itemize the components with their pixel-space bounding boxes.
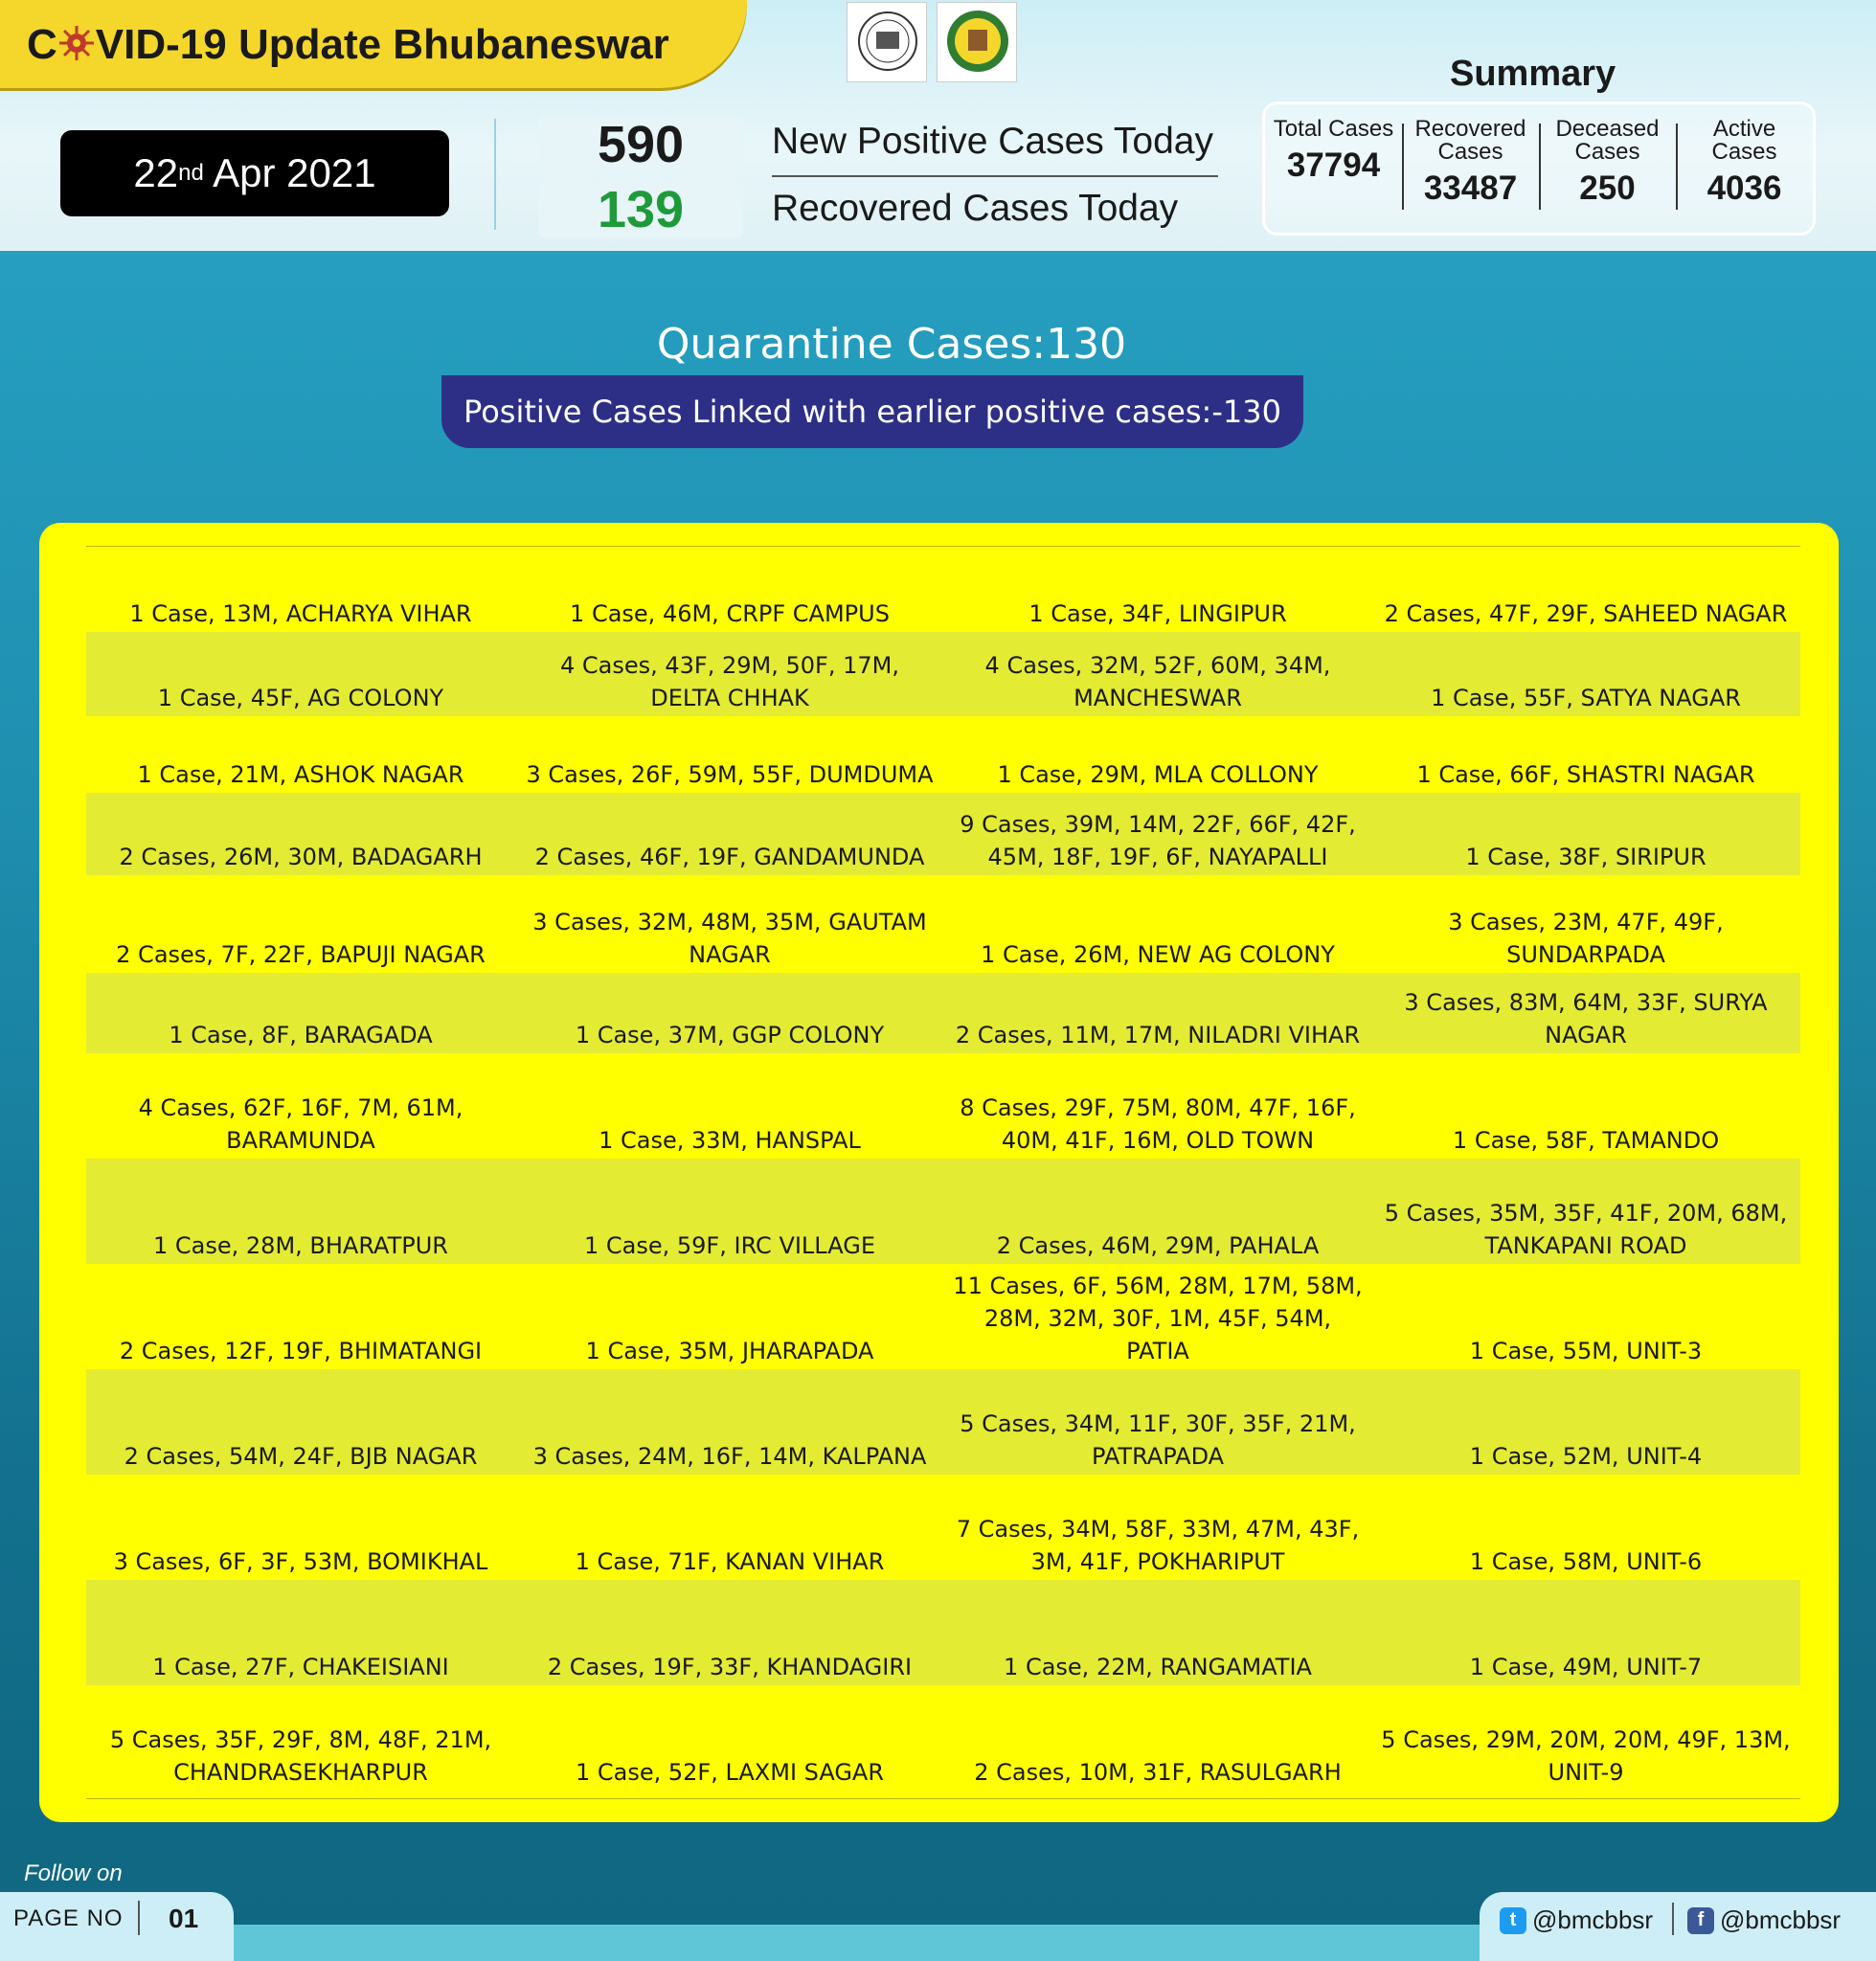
summary-label: Deceased Cases	[1555, 116, 1660, 165]
summary-label: Active Cases	[1711, 116, 1777, 165]
table-cell: 1 Case, 49M, UNIT-7	[1371, 1580, 1800, 1685]
table-cell: 1 Case, 71F, KANAN VIHAR	[575, 1548, 885, 1575]
table-cell: 1 Case, 38F, SIRIPUR	[1371, 793, 1800, 875]
table-cell: 3 Cases, 26F, 59M, 55F, DUMDUMA	[526, 761, 934, 788]
page-title	[27, 21, 669, 69]
table-cell: 1 Case, 58F, TAMANDO	[1452, 1127, 1720, 1154]
summary-box	[1262, 101, 1816, 236]
table-cell: 3 Cases, 6F, 3F, 53M, BOMIKHAL	[113, 1548, 488, 1575]
table-cell: 1 Case, 27F, CHAKEISIANI	[86, 1580, 515, 1685]
table-cell: 1 Case, 66F, SHASTRI NAGAR	[1416, 761, 1755, 788]
date-day: 22	[133, 150, 179, 195]
table-cell: 1 Case, 28M, BHARATPUR	[86, 1159, 515, 1264]
table-cell: 1 Case, 8F, BARAGADA	[86, 973, 515, 1053]
table-cell: 1 Case, 13M, ACHARYA VIHAR	[129, 600, 472, 627]
table-cell: 2 Cases, 19F, 33F, KHANDAGIRI	[515, 1580, 944, 1685]
new-cases-value: 590	[538, 117, 743, 172]
social-divider	[1672, 1903, 1674, 1935]
cases-panel	[39, 523, 1839, 1822]
date-rest: Apr 2021	[203, 150, 376, 195]
facebook-handle: @bmcbbsr	[1720, 1905, 1842, 1934]
table-cell: 7 Cases, 34M, 58F, 33M, 47M, 43F, 3M, 41F, POKHARIPUT	[956, 1516, 1360, 1575]
table-cell: 2 Cases, 46F, 19F, GANDAMUNDA	[515, 793, 944, 875]
twitter-icon: t	[1500, 1907, 1526, 1934]
summary-value: 250	[1579, 169, 1636, 207]
table-cell: 1 Case, 46M, CRPF CAMPUS	[570, 600, 890, 627]
table-cell: 2 Cases, 46M, 29M, PAHALA	[944, 1159, 1371, 1264]
bmc-logo-icon	[937, 2, 1017, 82]
table-cell: 2 Cases, 54M, 24F, BJB NAGAR	[86, 1369, 515, 1475]
page-number: 01	[169, 1904, 199, 1933]
table-cell: 1 Case, 35M, JHARAPADA	[585, 1338, 874, 1364]
table-cell: 1 Case, 52M, UNIT-4	[1371, 1369, 1800, 1475]
table-cell: 5 Cases, 29M, 20M, 20M, 49F, 13M, UNIT-9	[1381, 1726, 1791, 1786]
summary-deceased	[1539, 104, 1676, 233]
header-divider	[494, 119, 496, 230]
header	[0, 0, 1876, 251]
table-cell: 5 Cases, 35F, 29F, 8M, 48F, 21M, CHANDRASEKHARPUR	[109, 1726, 492, 1786]
twitter-link[interactable]	[1500, 1905, 1653, 1935]
table-cell: 2 Cases, 47F, 29F, SAHEED NAGAR	[1384, 600, 1788, 627]
facebook-icon: f	[1687, 1907, 1714, 1934]
table-cell: 3 Cases, 32M, 48M, 35M, GAUTAM NAGAR	[532, 909, 927, 968]
table-cell: 2 Cases, 7F, 22F, BAPUJI NAGAR	[116, 941, 486, 968]
date-suffix: nd	[178, 160, 204, 186]
facebook-link[interactable]	[1687, 1905, 1841, 1935]
virus-icon	[57, 24, 96, 62]
table-cell: 1 Case, 55M, UNIT-3	[1469, 1338, 1703, 1364]
page-label: PAGE NO	[13, 1905, 124, 1931]
summary-label: Recovered Cases	[1414, 116, 1526, 165]
table-cell: 2 Cases, 11M, 17M, NILADRI VIHAR	[944, 973, 1371, 1053]
table-cell: 5 Cases, 35M, 35F, 41F, 20M, 68M, TANKAPANI ROAD	[1371, 1159, 1800, 1264]
table-cell: 1 Case, 45F, AG COLONY	[86, 632, 515, 716]
recovered-today-label: Recovered Cases Today	[772, 188, 1179, 229]
table-cell: 3 Cases, 83M, 64M, 33F, SURYA NAGAR	[1371, 973, 1800, 1053]
page-divider	[138, 1901, 140, 1935]
table-cell: 1 Case, 37M, GGP COLONY	[515, 973, 944, 1053]
summary-value: 33487	[1423, 169, 1518, 207]
stats-divider	[772, 175, 1218, 177]
table-cell: 11 Cases, 6F, 56M, 28M, 17M, 58M, 28M, 32M, 30F, 1M, 45F, 54M, PATIA	[953, 1273, 1363, 1364]
summary-label: Total Cases	[1273, 116, 1394, 142]
summary-value: 37794	[1286, 147, 1381, 184]
quarantine-title: Quarantine Cases:130	[656, 320, 1127, 369]
table-cell: 3 Cases, 23M, 47F, 49F, SUNDARPADA	[1448, 909, 1724, 968]
title-banner	[0, 0, 747, 88]
follow-on-label: Follow on	[24, 1860, 123, 1886]
title-prefix: C	[27, 21, 57, 68]
table-cell: 1 Case, 34F, LINGIPUR	[1028, 600, 1287, 627]
table-cell: 1 Case, 29M, MLA COLLONY	[997, 761, 1319, 788]
table-cell: 1 Case, 52F, LAXMI SAGAR	[575, 1759, 885, 1786]
table-cell: 5 Cases, 34M, 11F, 30F, 35F, 21M, PATRAPADA	[944, 1369, 1371, 1475]
table-cell: 4 Cases, 62F, 16F, 7M, 61M, BARAMUNDA	[138, 1094, 463, 1154]
summary-recovered	[1402, 104, 1539, 233]
table-cell: 4 Cases, 32M, 52F, 60M, 34M, MANCHESWAR	[944, 632, 1371, 716]
summary-total	[1265, 104, 1402, 233]
twitter-handle: @bmcbbsr	[1532, 1905, 1654, 1934]
table-divider	[86, 546, 1800, 547]
title-suffix: VID-19 Update Bhubaneswar	[95, 21, 669, 68]
table-cell: 1 Case, 55F, SATYA NAGAR	[1371, 632, 1800, 716]
odisha-emblem-icon	[847, 2, 927, 82]
table-cell: 4 Cases, 43F, 29M, 50F, 17M, DELTA CHHAK	[515, 632, 944, 716]
table-divider	[86, 1798, 1800, 1799]
new-cases-label: New Positive Cases Today	[772, 121, 1213, 162]
table-cell: 9 Cases, 39M, 14M, 22F, 66F, 42F, 45M, 18F, 19F, 6F, NAYAPALLI	[944, 793, 1371, 875]
summary-active	[1676, 104, 1813, 233]
table-cell: 3 Cases, 24M, 16F, 14M, KALPANA	[515, 1369, 944, 1475]
table-cell: 2 Cases, 12F, 19F, BHIMATANGI	[119, 1338, 483, 1364]
table-cell: 1 Case, 33M, HANSPAL	[599, 1127, 861, 1154]
linked-cases-banner: Positive Cases Linked with earlier positive cases:-130	[441, 375, 1303, 448]
table-cell: 1 Case, 58M, UNIT-6	[1469, 1548, 1703, 1575]
table-cell: 1 Case, 59F, IRC VILLAGE	[515, 1159, 944, 1264]
cases-table	[86, 552, 1800, 1791]
recovered-today-value: 139	[538, 182, 743, 237]
table-cell: 2 Cases, 26M, 30M, BADAGARH	[86, 793, 515, 875]
table-cell: 1 Case, 26M, NEW AG COLONY	[981, 941, 1335, 968]
table-cell: 1 Case, 22M, RANGAMATIA	[944, 1580, 1371, 1685]
summary-title: Summary	[1450, 54, 1616, 94]
table-cell: 8 Cases, 29F, 75M, 80M, 47F, 16F, 40M, 41F, 16M, OLD TOWN	[960, 1094, 1356, 1154]
date-badge	[60, 130, 449, 216]
table-cell: 1 Case, 21M, ASHOK NAGAR	[137, 761, 464, 788]
summary-value: 4036	[1706, 169, 1782, 207]
table-cell: 2 Cases, 10M, 31F, RASULGARH	[974, 1759, 1342, 1786]
